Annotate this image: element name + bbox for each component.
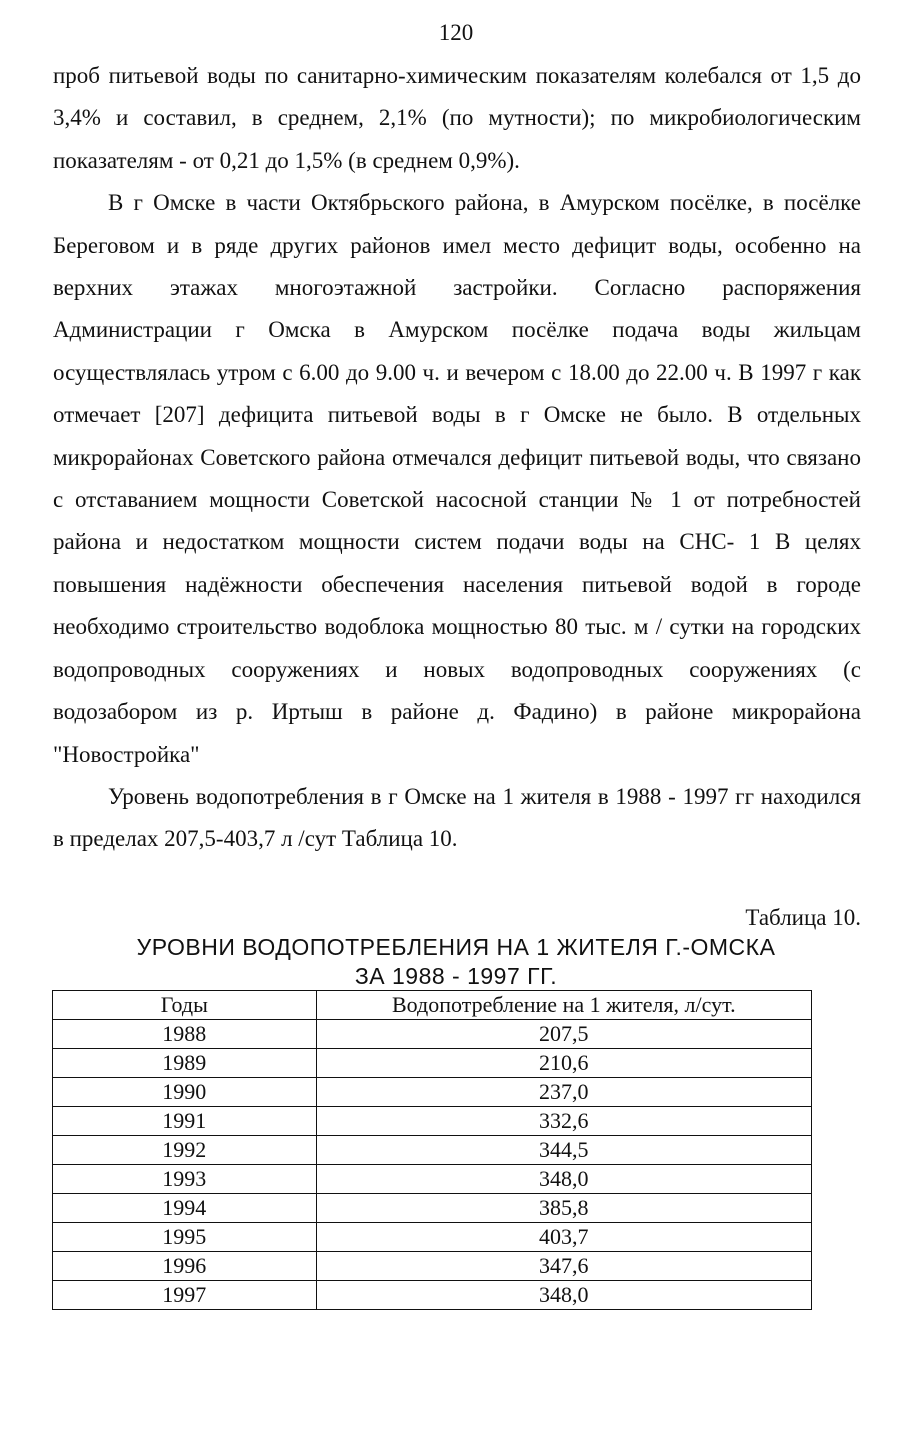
table-row bbox=[53, 1020, 812, 1049]
table-row bbox=[53, 1078, 812, 1107]
page-number: 120 bbox=[438, 20, 474, 45]
cell-year: 1995 bbox=[53, 1223, 317, 1252]
table-row bbox=[53, 1165, 812, 1194]
water-consumption-table bbox=[52, 990, 812, 1310]
header-year: Годы bbox=[53, 991, 317, 1020]
cell-consumption: 210,6 bbox=[316, 1049, 811, 1078]
cell-consumption: 207,5 bbox=[316, 1020, 811, 1049]
cell-consumption: 347,6 bbox=[316, 1252, 811, 1281]
cell-year: 1997 bbox=[53, 1281, 317, 1310]
cell-consumption: 237,0 bbox=[316, 1078, 811, 1107]
paragraph-2: В г Омске в части Октябрьского района, в Амурском посёлке, в посёлке Береговом и в ряде других районов имел место дефицит воды, особенно на верхних этажах многоэтажной застройки. Согласно распоряжения Администрации г Омска в Амурском посёлке подача воды жильцам осуществлялась утром с 6.00 до 9.00 ч. и вечером с 18.00 до 22.00 ч. В 1997 г как отмечает [207] дефицита питьевой воды в г Омске не было. В отдельных микрорайонах Советского района отмечался дефицит питьевой воды, что связано с отставанием мощности Советской насосной станции № 1 от потребностей района и недостатком мощности систем подачи воды на СНС- 1 В целях повышения надёжности обеспечения населения питьевой водой в городе необходимо строительство водоблока мощностью 80 тыс. м / сутки на городских водопроводных сооружениях и новых водопроводных сооружениях (с водозабором из р. Иртыш в районе д. Фадино) в районе микрорайона "Новостройка" bbox=[53, 190, 861, 767]
cell-consumption: 332,6 bbox=[316, 1107, 811, 1136]
cell-consumption: 385,8 bbox=[316, 1194, 811, 1223]
cell-consumption: 348,0 bbox=[316, 1165, 811, 1194]
table-row bbox=[53, 1049, 812, 1078]
table-header-row bbox=[53, 991, 812, 1020]
cell-consumption: 348,0 bbox=[316, 1281, 811, 1310]
table-row bbox=[53, 1136, 812, 1165]
cell-consumption: 344,5 bbox=[316, 1136, 811, 1165]
cell-year: 1996 bbox=[53, 1252, 317, 1281]
table-row bbox=[53, 1223, 812, 1252]
table-title-line-2: ЗА 1988 - 1997 ГГ. bbox=[354, 963, 558, 989]
cell-year: 1990 bbox=[53, 1078, 317, 1107]
header-consumption: Водопотребление на 1 жителя, л/сут. bbox=[316, 991, 811, 1020]
paragraph-1: проб питьевой воды по санитарно-химическим показателям колебался от 1,5 до 3,4% и составил, в среднем, 2,1% (по мутности); по микробиологическим показателям - от 0,21 до 1,5% (в среднем 0,9%). bbox=[53, 63, 861, 173]
cell-year: 1989 bbox=[53, 1049, 317, 1078]
cell-year: 1994 bbox=[53, 1194, 317, 1223]
table-caption: Таблица 10. bbox=[745, 905, 861, 930]
cell-year: 1988 bbox=[53, 1020, 317, 1049]
table-row bbox=[53, 1194, 812, 1223]
cell-year: 1993 bbox=[53, 1165, 317, 1194]
table-row bbox=[53, 1281, 812, 1310]
table-title-line-1: УРОВНИ ВОДОПОТРЕБЛЕНИЯ НА 1 ЖИТЕЛЯ Г.-ОМСКА bbox=[136, 934, 776, 960]
cell-year: 1991 bbox=[53, 1107, 317, 1136]
cell-consumption: 403,7 bbox=[316, 1223, 811, 1252]
table-row bbox=[53, 1107, 812, 1136]
cell-year: 1992 bbox=[53, 1136, 317, 1165]
paragraph-3: Уровень водопотребления в г Омске на 1 жителя в 1988 - 1997 гг находился в пределах 207,5-403,7 л /сут Таблица 10. bbox=[53, 783, 861, 852]
table-row bbox=[53, 1252, 812, 1281]
body-text bbox=[53, 55, 861, 861]
